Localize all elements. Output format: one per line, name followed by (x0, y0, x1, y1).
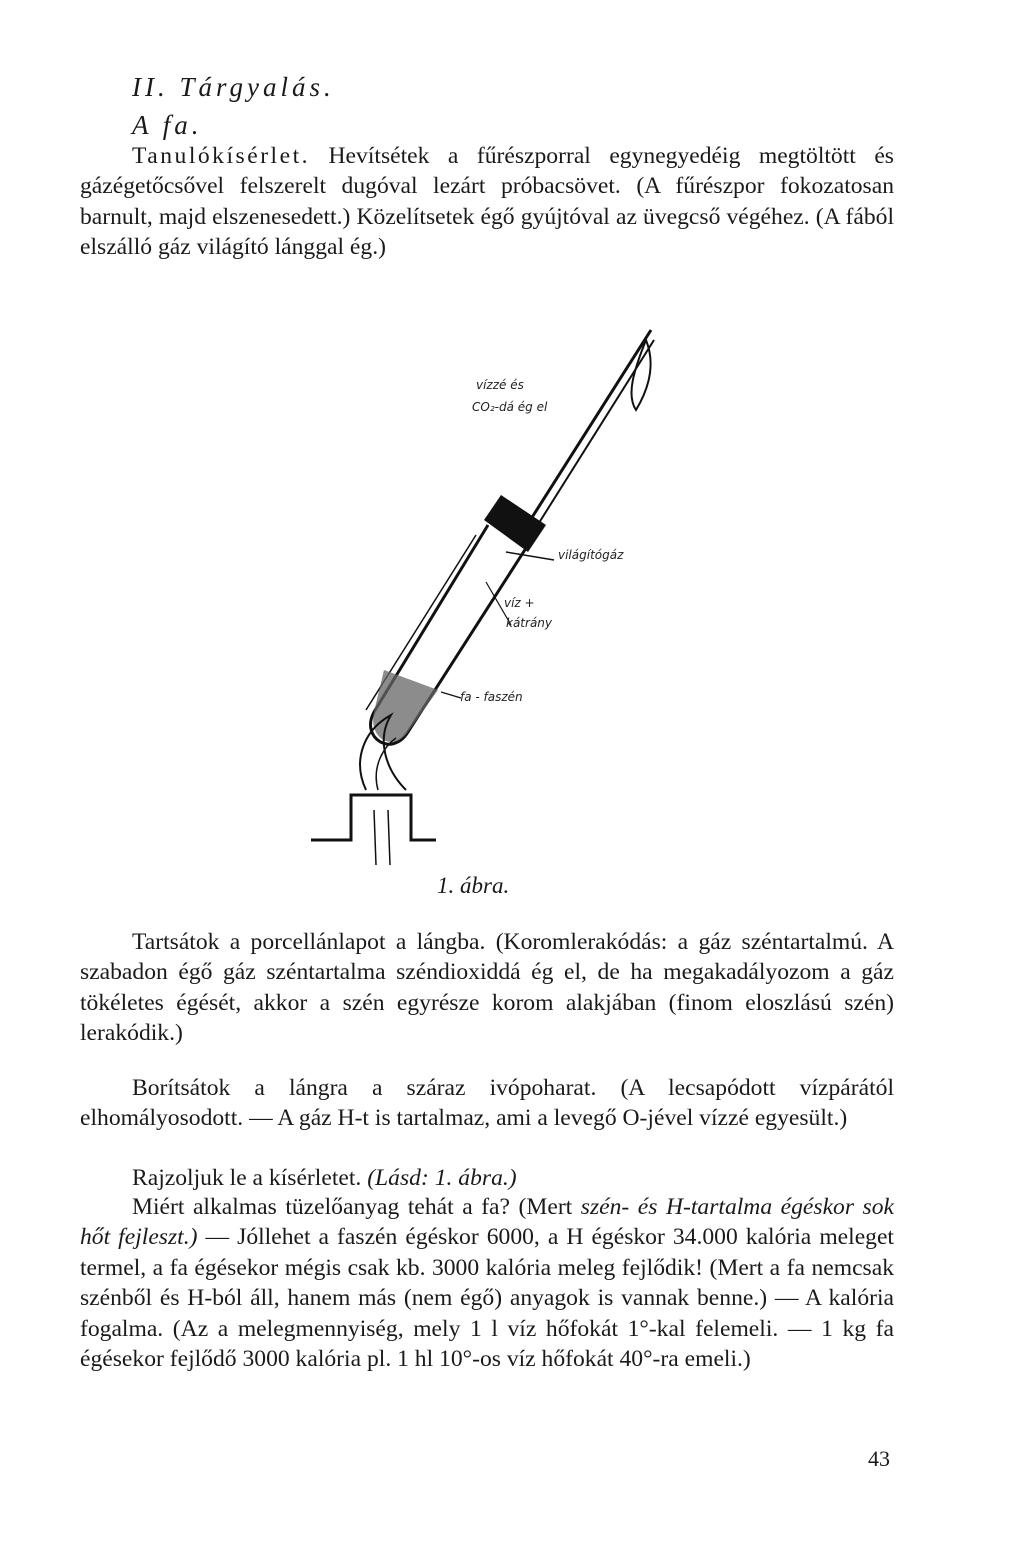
experiment-text: Hevítsétek a fűrészporral egynegyedéig megtöltött és gázégetőcsővel felszerelt dugóval lezárt próbacsövet. (A fűrészpor fokozatosan barnult, majd elszenesedett.) Közelítsetek égő gyújtóval az üvegcső végéhez. (A fából elszálló gáz világító lánggal ég.) (80, 143, 894, 261)
section-title: II. Tárgyalás. (132, 72, 335, 102)
figure-caption: 1. ábra. (437, 873, 510, 898)
figure-reference: (Lásd: 1. ábra.) (367, 1165, 517, 1191)
label-co2: CO₂-dá ég el (472, 400, 548, 414)
paragraph-drinking-glass: Borítsátok a lángra a száraz ivópoharat. (A lecsapódott vízpárától elhomályosodott. — A gáz H-t is tartalmaz, ami a levegő O-jével vízzé egyesült.) (80, 1075, 894, 1132)
stopper (484, 495, 546, 552)
gas-tube (524, 330, 651, 530)
label-water-co2: vízzé és (476, 378, 524, 392)
paragraph-fuel (80, 1192, 894, 1374)
label-wood-charcoal: fa - faszén (460, 690, 523, 704)
paragraph-draw (80, 1163, 894, 1193)
figure-test-tube-experiment (296, 320, 696, 890)
experiment-lead: Tanulókísérlet. (132, 143, 311, 169)
label-luminous-gas: világítógáz (558, 548, 624, 562)
fuel-question: Miért alkalmas tüzelőanyag tehát a fa? (Mert (132, 1194, 581, 1220)
paragraph-porcelain: Tartsátok a porcellánlapot a lángba. (Koromlerakódás: a gáz széntartalmú. A szabadon égő gáz széntartalma széndioxiddá ég el, de ha megakadályozom a gáz tökéletes égését, akkor a szén egyrésze korom alakjában (finom eloszlású szén) lerakódik.) (80, 929, 894, 1047)
paragraph-experiment (80, 141, 894, 263)
draw-text: Rajzoljuk le a kísérletet. (132, 1165, 368, 1191)
fuel-answer: szén- és H-tartalma égéskor sok hőt fejleszt.) (80, 1194, 894, 1251)
calorie-text: — Jóllehet a faszén égéskor 6000, a H égéskor 34.000 kalória meleget termel, a fa égésekor mégis csak kb. 3000 kalória meleg fejlődik! (Mert a fa nemcsak szénből és H-ból áll, hanem más (nem égő) anyagok is vannak benne.) — A kalória fogalma. (Az a melegmennyiség, mely 1 l víz hőfokát 1°-kal felemeli. — 1 kg fa égésekor fejlődő 3000 kalória pl. 1 hl 10°-os víz hőfokát 40°-ra emeli.) (80, 1224, 894, 1373)
burner (311, 795, 436, 840)
sawdust-fill (373, 670, 438, 742)
label-tar: kátrány (506, 616, 553, 630)
page-number: 43 (868, 1446, 890, 1471)
subsection-title: A fa. (132, 110, 203, 140)
label-water-plus: víz + (504, 596, 535, 610)
